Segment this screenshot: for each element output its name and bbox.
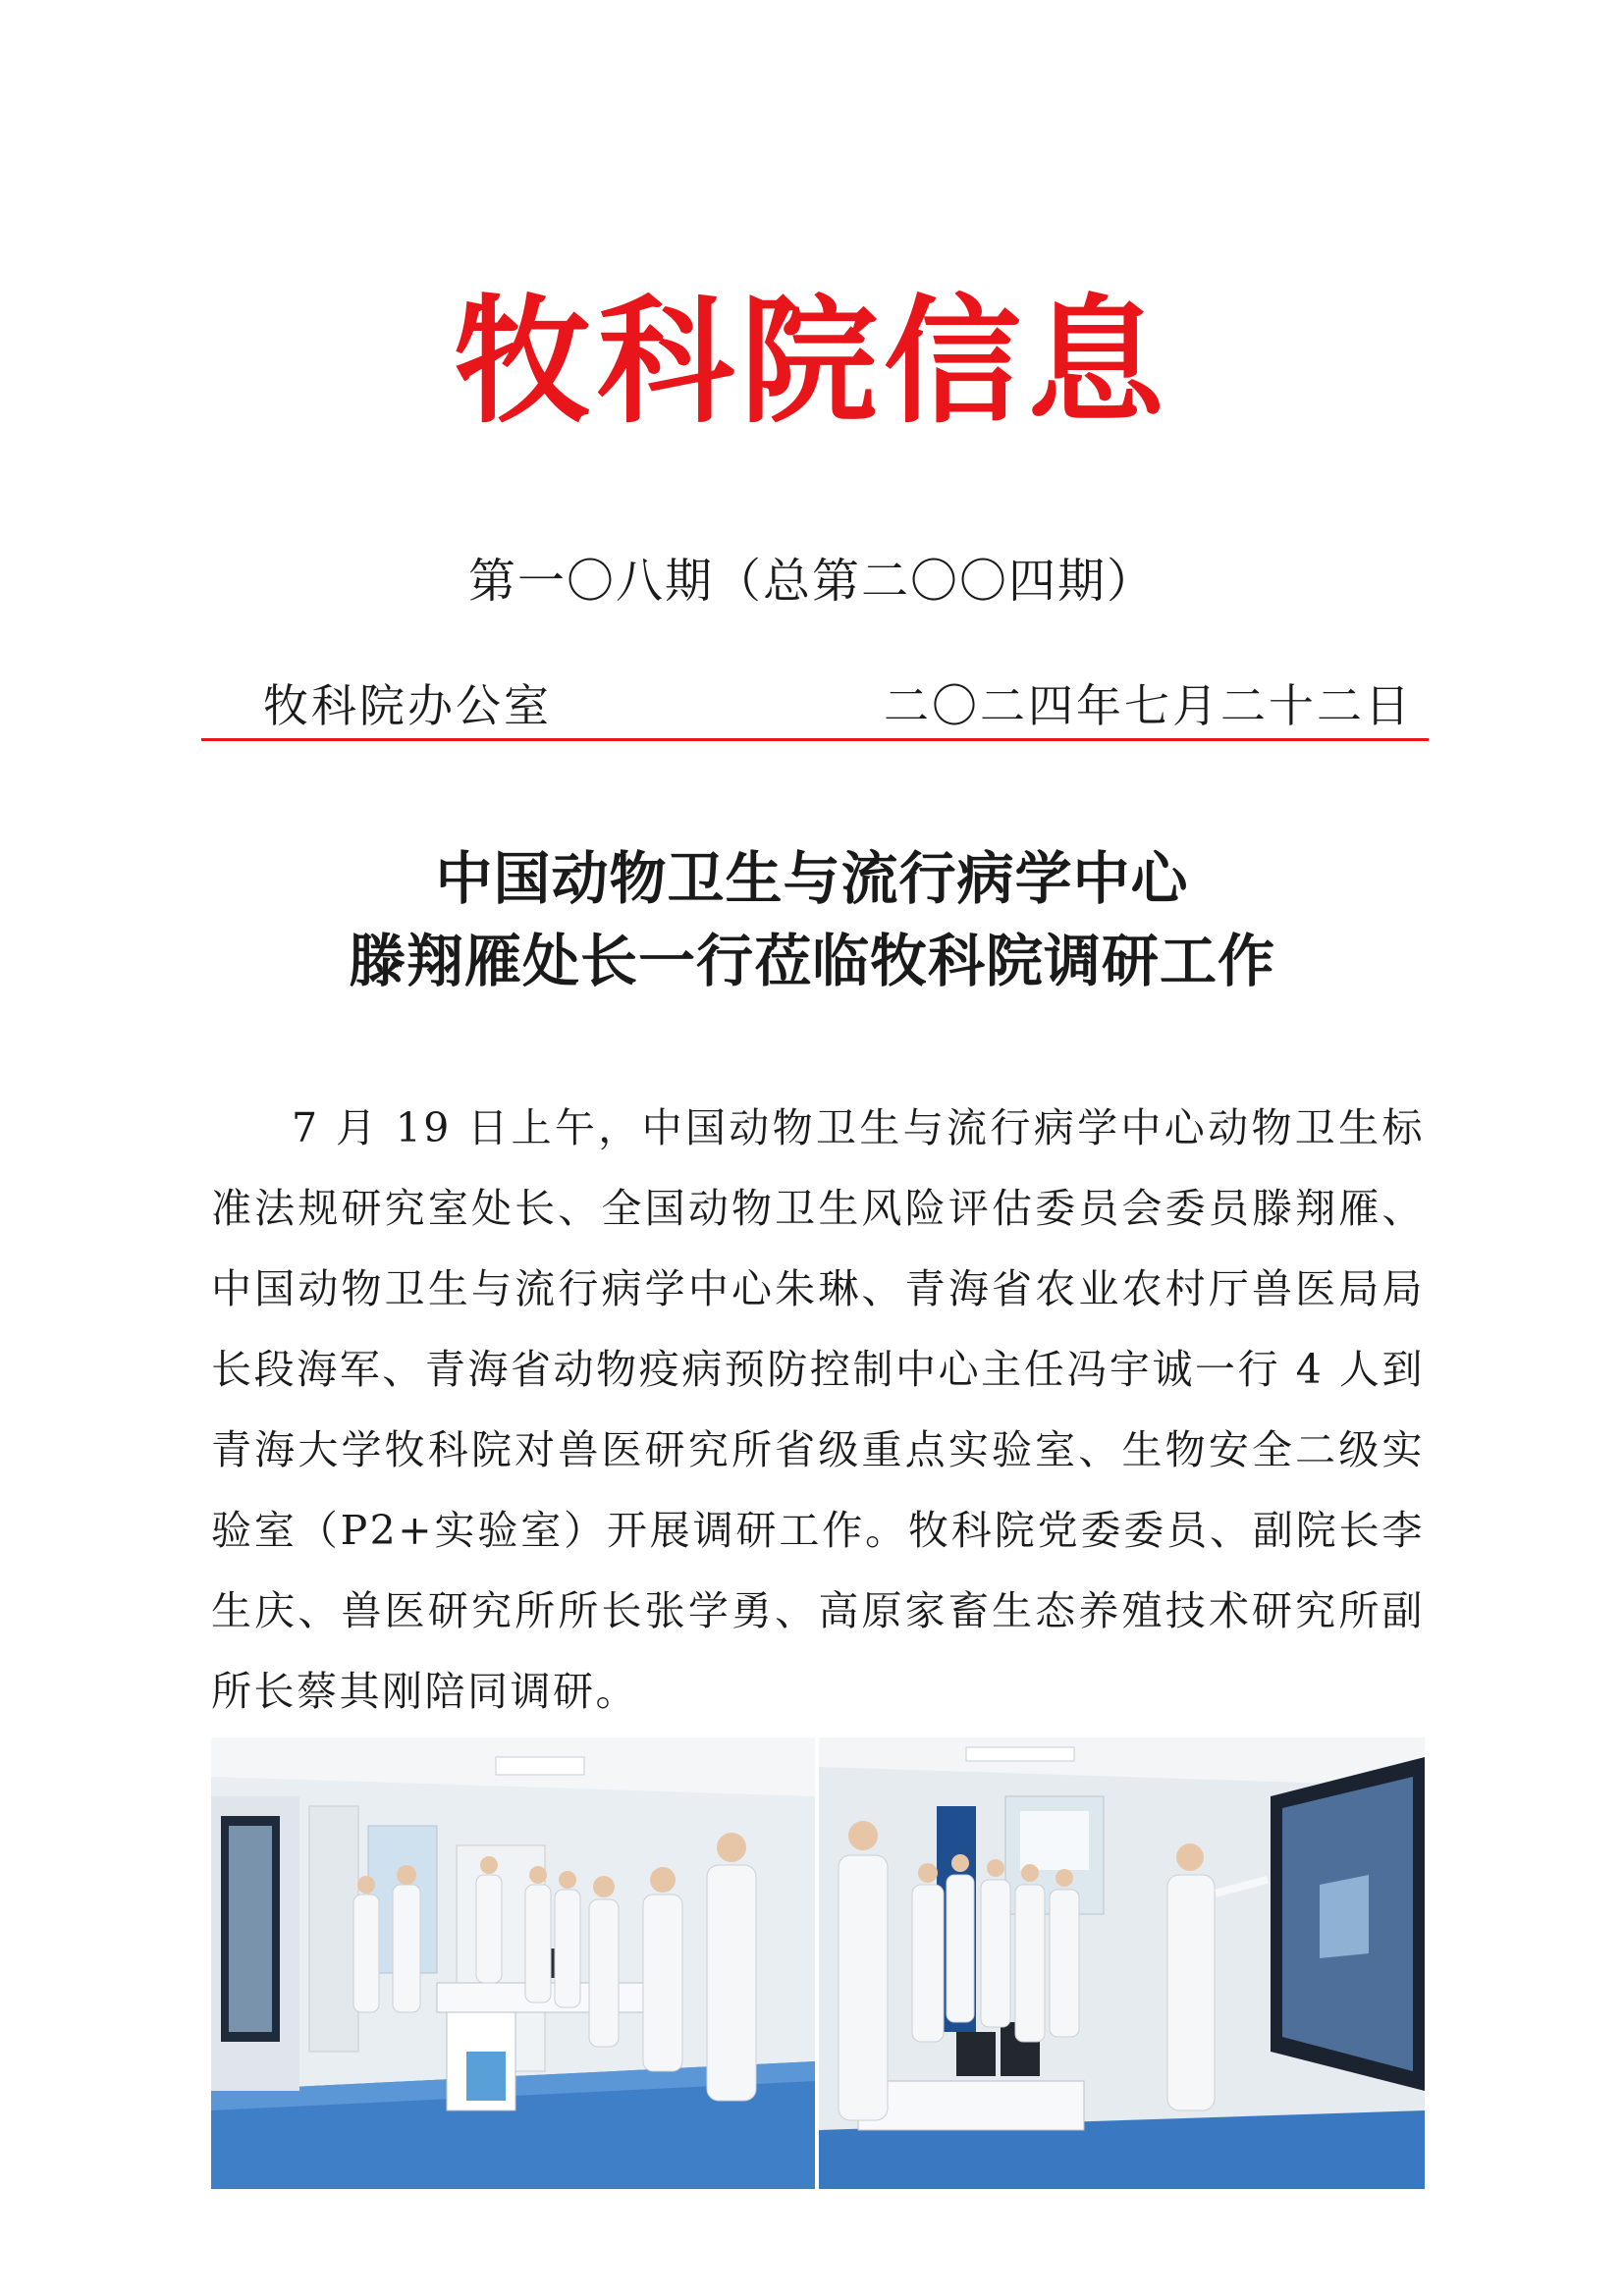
article-title-line-1: 中国动物卫生与流行病学中心	[435, 845, 1189, 912]
lab-photo-right	[819, 1737, 1425, 2189]
issue-date: 二〇二四年七月二十二日	[884, 679, 1413, 732]
article-paragraph: 7 月 19 日上午，中国动物卫生与流行病学中心动物卫生标准法规研究室处长、全国动物卫生风险评估委员会委员滕翔雁、中国动物卫生与流行病学中心朱琳、青海省农业农村厅兽医局局长段海军、青海省动物疫病预防控制中心主任冯宇诚一行 4 人到青海大学牧科院对兽医研究所省级重点实验室、生物安全二级实验室（P2+实验室）开展调研工作。牧科院党委委员、副院长李生庆、兽医研究所所长张学勇、高原家畜生态养殖技术研究所副所长蔡其刚陪同调研。	[211, 1104, 1425, 1715]
lab-photo-left	[211, 1737, 815, 2189]
red-divider-rule	[201, 738, 1429, 741]
masthead-title: 牧科院信息	[453, 283, 1170, 443]
issuing-department: 牧科院办公室	[263, 679, 552, 732]
article-title-line-2: 滕翔雁处长一行莅临牧科院调研工作	[348, 928, 1275, 994]
issue-number: 第一〇八期（总第二〇〇四期）	[467, 554, 1156, 609]
